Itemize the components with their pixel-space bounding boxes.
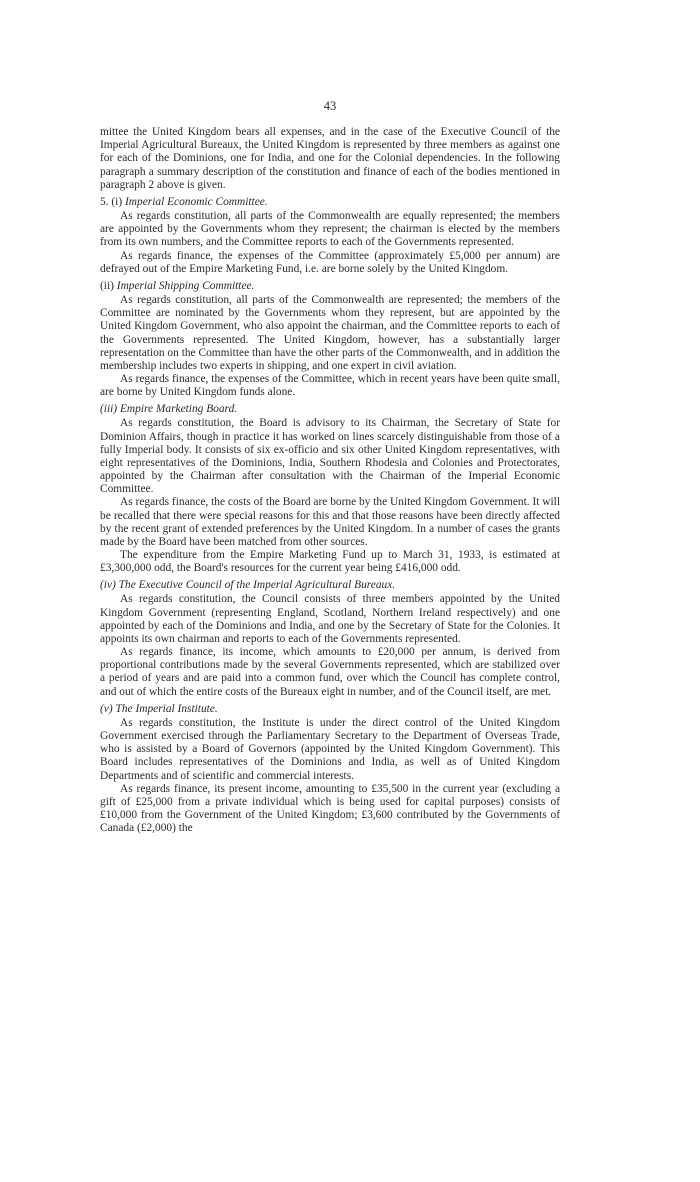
section-number: 5. (i)	[100, 195, 123, 208]
section-title: Empire Marketing Board.	[119, 403, 238, 416]
body-paragraph: As regards constitution, the Board is advisory to its Chairman, the Secretary of State for Dominion Affairs, though in practice it has worked on lines scarcely distinguishable from those of a fully Imperial body. It consists of six ex-officio and six other United Kingdom representatives, with eight representatives of the Dominions, India, Southern Rhodesia and Colonies and Protectorates, appointed by the Chairman after consultation with the Chairman of the Imperial Economic Committee.	[100, 417, 560, 496]
section-heading	[100, 579, 560, 592]
section-heading	[100, 196, 560, 209]
body-paragraph: As regards constitution, all parts of the Commonwealth are equally represented; the members are appointed by the Governments whom they represent; the chairman is elected by the members from its own numbers, and the Committee reports to each of the Governments represented.	[100, 210, 560, 249]
section-title: Imperial Economic Committee.	[125, 195, 268, 208]
section-title: Imperial Shipping Committee.	[116, 279, 255, 292]
section-title: The Executive Council of the Imperial Agricultural Bureaux.	[118, 579, 396, 592]
section-title: The Imperial Institute.	[115, 702, 218, 715]
body-paragraph: As regards finance, the costs of the Board are borne by the United Kingdom Government. It will be recalled that there were special reasons for this and that those reasons have been directly affected by the recent grant of extended preferences by the United Kingdom. In a number of cases the grants made by the Board have been matched from other sources.	[100, 496, 560, 548]
body-paragraph: As regards finance, the expenses of the Committee, which in recent years have been quite small, are borne by United Kingdom funds alone.	[100, 372, 560, 399]
body-paragraph: As regards finance, its income, which amounts to £20,000 per annum, is derived from proportional contributions made by the several Governments represented, which are stabilized over a period of years and are paid into a common fund, over which the Council has complete control, and out of which the entire costs of the Bureaux eight in number, and of the Council itself, are met.	[100, 646, 560, 698]
section-number: (iii)	[100, 403, 118, 416]
section-heading	[100, 280, 560, 293]
section-heading	[100, 703, 560, 716]
page-number: 43	[323, 99, 337, 113]
section-empire-marketing-board	[100, 403, 560, 575]
section-imperial-economic-committee	[100, 196, 560, 276]
section-imperial-shipping-committee	[100, 280, 560, 399]
section-heading	[100, 403, 560, 416]
section-imperial-institute	[100, 703, 560, 836]
body-paragraph: The expenditure from the Empire Marketing Fund up to March 31, 1933, is estimated at £3,300,000 odd, the Board's resources for the current year being £416,000 odd.	[100, 549, 560, 575]
body-paragraph: As regards finance, its present income, amounting to £35,500 in the current year (excluding a gift of £25,000 from a private individual which is being used for capital purposes) consists of £10,000 from the Government of the United Kingdom; £3,600 contributed by the Governments of Canada (£2,000) the	[100, 782, 560, 835]
section-executive-council	[100, 579, 560, 698]
section-number: (ii)	[100, 279, 114, 292]
intro-paragraph: mittee the United Kingdom bears all expenses, and in the case of the Executive Council of the Imperial Agricultural Bureaux, the United Kingdom is represented by three members as against one for each of the Dominions, one for India, and one for the Colonial dependencies. In the following paragraph a summary description of the constitution and finance of each of the bodies mentioned in paragraph 2 above is given.	[100, 126, 560, 191]
section-number: (iv)	[100, 579, 116, 592]
section-number: (v)	[100, 702, 113, 715]
body-paragraph: As regards constitution, the Council consists of three members appointed by the United Kingdom Government (representing England, Scotland, Northern Ireland respectively) and one appointed by each of the Dominions and India, and one by the Secretary of State for the Colonies. It appoints its own chairman and reports to each of the Governments represented.	[100, 593, 560, 645]
body-paragraph: As regards constitution, all parts of the Commonwealth are represented; the members of the Committee are nominated by the Governments whom they represent, but are appointed by the United Kingdom Government, who also appoint the chairman, and the Committee reports to each of the Governments represented. The United Kingdom, however, has a substantially larger representation on the Committee than have the other parts of the Commonwealth, and in addition the membership includes two experts in shipping, and one expert in civil aviation.	[100, 294, 560, 372]
body-paragraph: As regards finance, the expenses of the Committee (approximately £5,000 per annum) are defrayed out of the Empire Marketing Fund, i.e. are borne solely by the United Kingdom.	[100, 249, 560, 275]
document-page	[100, 100, 560, 835]
body-paragraph: As regards constitution, the Institute is under the direct control of the United Kingdom Government exercised through the Parliamentary Secretary to the Department of Overseas Trade, who is assisted by a Board of Governors (appointed by the United Kingdom Government). This Board includes representatives of the Dominions and India, as well as of United Kingdom Departments and of scientific and commercial interests.	[100, 716, 560, 782]
